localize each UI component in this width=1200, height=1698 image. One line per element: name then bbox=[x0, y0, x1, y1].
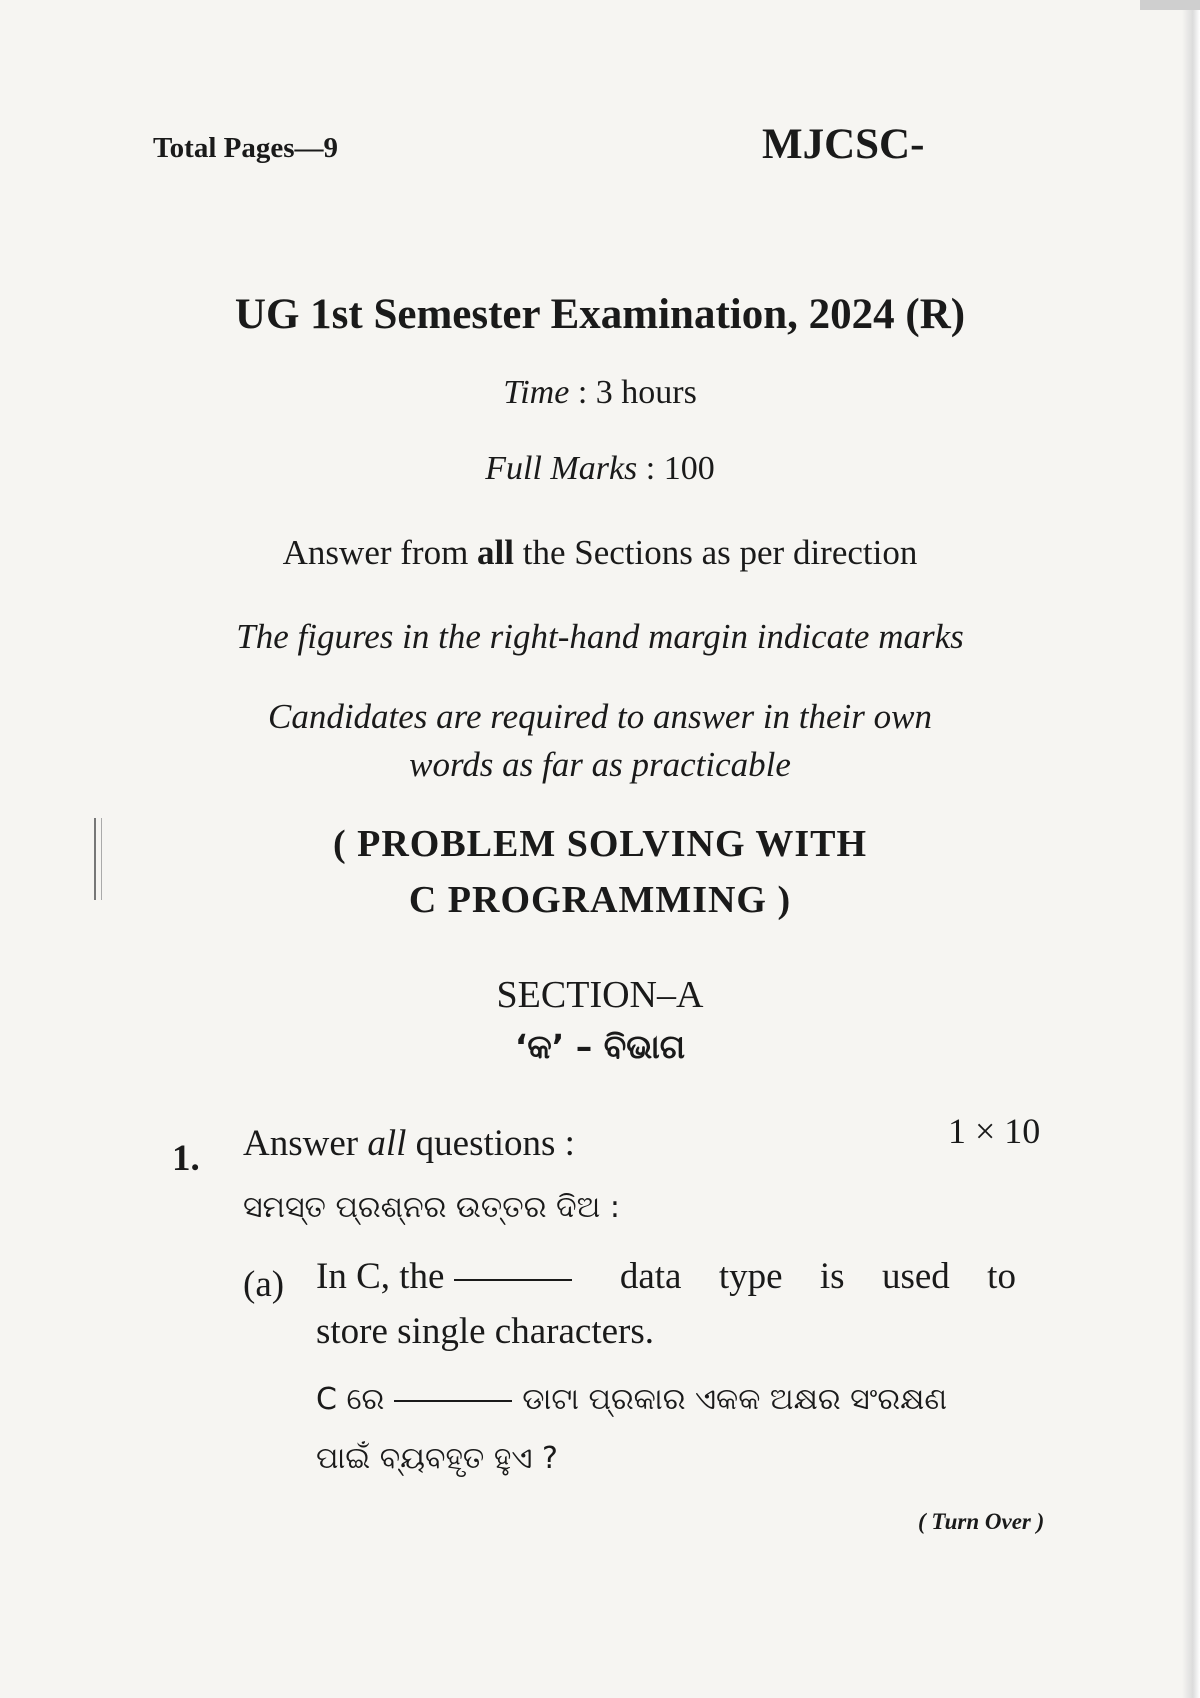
subquestion-text-before-blank bbox=[316, 1255, 582, 1298]
section-heading-odia: ‘କ’ – ବିଭାଗ bbox=[514, 1027, 686, 1066]
question-instruction-odia: ସମସ୍ତ ପ୍ରଶ୍ନର ଉତ୍ତର ଦିଅ : bbox=[243, 1190, 620, 1225]
answer-instruction-bold: all bbox=[477, 533, 514, 572]
time-value: : 3 hours bbox=[569, 374, 697, 411]
subquestion-odia-line2: ପାଇଁ ବ୍ୟବହୃତ ହୁଏ ? bbox=[316, 1441, 558, 1476]
question-instruction bbox=[243, 1122, 575, 1165]
question-number: 1. bbox=[172, 1138, 200, 1179]
question-marks: 1 × 10 bbox=[948, 1111, 1041, 1151]
time-line bbox=[0, 374, 1200, 412]
full-marks-line bbox=[0, 450, 1200, 488]
full-marks-label: Full Marks bbox=[485, 450, 638, 487]
word-data: data bbox=[619, 1256, 682, 1297]
word-is: is bbox=[819, 1256, 845, 1297]
subquestion-line2: store single characters. bbox=[316, 1311, 654, 1352]
subject-title-line2: C PROGRAMMING ) bbox=[408, 879, 792, 921]
answer-blank bbox=[454, 1278, 572, 1281]
subquestion-line1 bbox=[316, 1255, 1016, 1298]
answer-instruction-post: the Sections as per direction bbox=[514, 533, 918, 572]
answer-blank-odia bbox=[394, 1399, 512, 1402]
odia-suffix: ଡାଟା ପ୍ରକାର ଏକକ ଅକ୍ଷର ସଂରକ୍ଷଣ bbox=[522, 1382, 948, 1417]
question-instruction-post: questions : bbox=[406, 1123, 575, 1164]
word-type: type bbox=[718, 1256, 783, 1297]
before-blank-text: In C, the bbox=[316, 1256, 445, 1297]
word-to: to bbox=[987, 1256, 1016, 1297]
candidates-note-line2: words as far as practicable bbox=[409, 745, 791, 784]
figures-note: The figures in the right-hand margin indicate marks bbox=[236, 617, 964, 656]
candidates-note-line1: Candidates are required to answer in their own bbox=[267, 697, 932, 736]
section-heading: SECTION–A bbox=[496, 974, 704, 1016]
subquestion-odia-line1 bbox=[316, 1382, 947, 1417]
question-instruction-em: all bbox=[367, 1123, 407, 1164]
full-marks-value: : 100 bbox=[637, 450, 715, 487]
word-used: used bbox=[881, 1256, 950, 1297]
page-corner-shadow bbox=[1140, 0, 1200, 10]
odia-prefix: C ରେ bbox=[316, 1382, 385, 1417]
turn-over-note: ( Turn Over ) bbox=[918, 1509, 1045, 1534]
subject-title-line1: ( PROBLEM SOLVING WITH bbox=[332, 823, 868, 865]
time-label: Time bbox=[503, 374, 570, 411]
exam-title: UG 1st Semester Examination, 2024 (R) bbox=[234, 291, 966, 338]
total-pages: Total Pages—9 bbox=[153, 132, 339, 164]
paper-code: MJCSC- bbox=[762, 121, 925, 168]
answer-instruction-pre: Answer from bbox=[282, 533, 478, 572]
answer-instruction bbox=[0, 533, 1200, 573]
question-instruction-pre: Answer bbox=[243, 1123, 368, 1164]
subquestion-label: (a) bbox=[243, 1264, 285, 1305]
